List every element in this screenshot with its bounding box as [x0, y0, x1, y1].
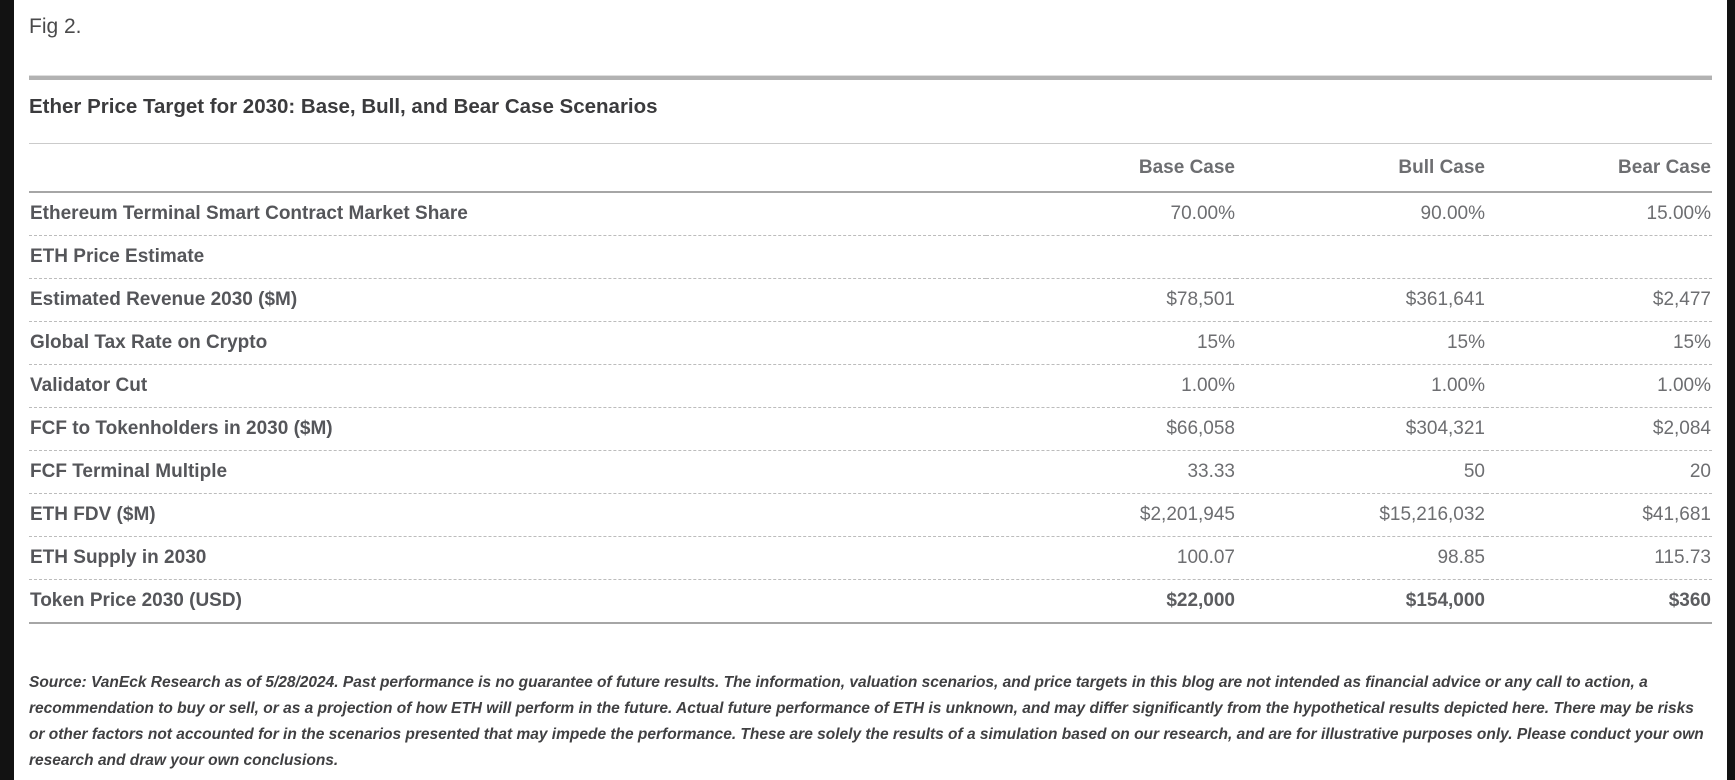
cell-bull-case: 50 [1236, 451, 1486, 494]
cell-bear-case: $41,681 [1486, 494, 1712, 537]
cell-bull-case: $361,641 [1236, 279, 1486, 322]
column-header-bear-case: Bear Case [1486, 144, 1712, 193]
cell-base-case: $2,201,945 [986, 494, 1236, 537]
table-body [29, 192, 1712, 623]
cell-base-case [986, 236, 1236, 279]
cell-bull-case: $154,000 [1236, 580, 1486, 624]
table-row [29, 192, 1712, 236]
row-label: Global Tax Rate on Crypto [29, 322, 986, 365]
source-disclaimer: Source: VanEck Research as of 5/28/2024. Past performance is no guarantee of future results. The information, valuation scenarios, and price targets in this blog are not intended as financial advice or any call to action, a recommendation to buy or sell, or as a projection of how ETH will perform in the future. Actual future performance of ETH is unknown, and may differ significantly from the hypothetical results depicted here. There may be risks or other factors not accounted for in the scenarios presented that may impede the performance. These are solely the results of a simulation based on our research, and are for illustrative purposes only. Please conduct your own research and draw your own conclusions. [29, 674, 1704, 769]
cell-bull-case: $15,216,032 [1236, 494, 1486, 537]
row-label: ETH Supply in 2030 [29, 537, 986, 580]
cell-bear-case: $2,477 [1486, 279, 1712, 322]
cell-base-case: $66,058 [986, 408, 1236, 451]
cell-bull-case: 1.00% [1236, 365, 1486, 408]
cell-base-case: 33.33 [986, 451, 1236, 494]
row-label: Validator Cut [29, 365, 986, 408]
column-header-base-case: Base Case [986, 144, 1236, 193]
row-label: FCF Terminal Multiple [29, 451, 986, 494]
table-row [29, 537, 1712, 580]
cell-bear-case [1486, 236, 1712, 279]
cell-bear-case: 115.73 [1486, 537, 1712, 580]
table-row [29, 408, 1712, 451]
table-row [29, 279, 1712, 322]
table-row [29, 322, 1712, 365]
row-label: ETH FDV ($M) [29, 494, 986, 537]
cell-base-case: 100.07 [986, 537, 1236, 580]
table-row [29, 580, 1712, 624]
table-header-row [29, 144, 1712, 193]
cell-base-case: $78,501 [986, 279, 1236, 322]
cell-base-case: $22,000 [986, 580, 1236, 624]
column-header-bull-case: Bull Case [1236, 144, 1486, 193]
row-label: Token Price 2030 (USD) [29, 580, 986, 624]
cell-base-case: 15% [986, 322, 1236, 365]
cell-bear-case: 20 [1486, 451, 1712, 494]
table-row [29, 236, 1712, 279]
row-label: Ethereum Terminal Smart Contract Market Share [29, 192, 986, 236]
row-label: ETH Price Estimate [29, 236, 986, 279]
cell-bear-case: 15.00% [1486, 192, 1712, 236]
cell-bear-case: 15% [1486, 322, 1712, 365]
cell-bull-case: 15% [1236, 322, 1486, 365]
row-label: Estimated Revenue 2030 ($M) [29, 279, 986, 322]
table-row [29, 494, 1712, 537]
cell-bear-case: $360 [1486, 580, 1712, 624]
figure-container [14, 0, 1727, 780]
row-label: FCF to Tokenholders in 2030 ($M) [29, 408, 986, 451]
cell-bull-case: $304,321 [1236, 408, 1486, 451]
cell-base-case: 1.00% [986, 365, 1236, 408]
cell-bear-case: 1.00% [1486, 365, 1712, 408]
table-title: Ether Price Target for 2030: Base, Bull, and Bear Case Scenarios [29, 95, 658, 118]
table-row [29, 365, 1712, 408]
cell-bull-case [1236, 236, 1486, 279]
cell-base-case: 70.00% [986, 192, 1236, 236]
section-divider [29, 75, 1712, 80]
row-label-header [29, 144, 986, 193]
cell-bear-case: $2,084 [1486, 408, 1712, 451]
figure-label: Fig 2. [29, 15, 82, 38]
cell-bull-case: 90.00% [1236, 192, 1486, 236]
table-row [29, 451, 1712, 494]
scenario-table [29, 143, 1712, 624]
cell-bull-case: 98.85 [1236, 537, 1486, 580]
